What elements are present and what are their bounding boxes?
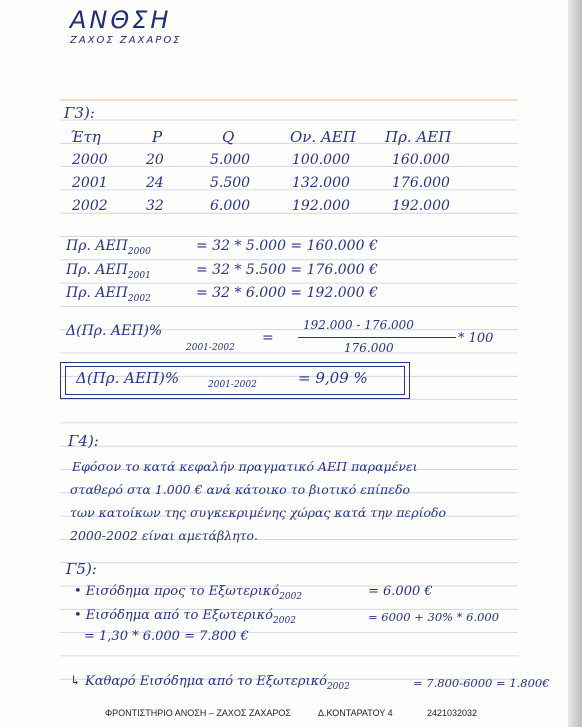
table-header-price: P	[152, 128, 163, 146]
q4-text-line: σταθερό στα 1.000 € ανά κάτοικο το βιοτικό επίπεδο	[70, 482, 411, 497]
q4-text-line: 2000-2002 είναι αμετάβλητο.	[70, 528, 259, 543]
table-header-year: Έτη	[70, 128, 101, 146]
q5-rhs: = 7.800-6000 = 1.800€	[413, 676, 550, 690]
table-header-nominal-gdp: Ον. ΑΕΠ	[290, 128, 356, 146]
q5-rhs: = 6000 + 30% * 6.000	[368, 610, 500, 624]
result-lhs: Δ(Πρ. ΑΕΠ)%	[76, 369, 180, 387]
q5-text: • Εισόδημα από το Εξωτερικό	[74, 608, 274, 623]
calc-lhs: Πρ. ΑΕΠ	[66, 238, 128, 254]
delta-lhs: Δ(Πρ. ΑΕΠ)%	[66, 323, 163, 339]
table-cell: 132.000	[292, 175, 350, 191]
table-cell: 160.000	[392, 152, 450, 168]
calc-rhs: = 32 * 5.500 = 176.000 €	[196, 262, 378, 278]
table-cell: 5.000	[210, 152, 251, 168]
table-cell: 32	[146, 198, 164, 214]
delta-sub: 2001-2002	[186, 343, 235, 353]
q5-line-1	[74, 584, 302, 602]
calc-lhs: Πρ. ΑΕΠ	[66, 285, 128, 301]
calc-lhs: Πρ. ΑΕΠ	[66, 262, 128, 278]
calc-sub: 2002	[127, 294, 151, 304]
q3-label: Γ3):	[64, 104, 95, 122]
q5-line-3: = 1,30 * 6.000 = 7.800 €	[84, 629, 249, 644]
table-cell: 24	[146, 175, 164, 191]
calc-rhs: = 32 * 5.000 = 160.000 €	[196, 238, 378, 254]
logo-title: ΑΝΘΣΗ	[70, 6, 172, 34]
calc-sub: 2000	[127, 247, 151, 257]
footer-address: Δ.ΚΟΝΤΑΡΑΤΟΥ 4	[318, 708, 393, 718]
q5-sub: 2002	[279, 592, 303, 602]
calc-sub: 2001	[127, 271, 151, 281]
table-header-quantity: Q	[222, 128, 235, 146]
table-cell: 20	[146, 152, 164, 168]
table-cell: 192.000	[292, 198, 350, 214]
logo-subtitle: ΖΑΧΟΣ ΖΑΧΑΡΟΣ	[70, 35, 182, 46]
fraction-times: * 100	[458, 331, 494, 346]
q4-label: Γ4):	[68, 432, 99, 450]
result-rhs: = 9,09 %	[298, 369, 368, 387]
q5-line-4	[70, 674, 350, 692]
footer-school-name: ΦΡΟΝΤΙΣΤΗΡΙΟ ΑΝΟΣΗ – ΖΑΧΟΣ ΖΑΧΑΡΟΣ	[105, 708, 291, 718]
table-cell: 6.000	[210, 198, 251, 214]
calc-line-2000	[66, 238, 151, 257]
calc-rhs: = 32 * 6.000 = 192.000 €	[196, 285, 378, 301]
table-cell: 176.000	[392, 175, 450, 191]
table-cell: 2002	[72, 198, 108, 214]
fraction-bar	[298, 337, 456, 338]
q5-rhs: = 6.000 €	[368, 584, 433, 599]
q4-text-line: Εφόσον το κατά κεφαλήν πραγματικό ΑΕΠ παραμένει	[72, 459, 418, 474]
table-cell: 5.500	[210, 175, 251, 191]
fraction-denominator: 176.000	[344, 341, 394, 355]
q5-line-2	[74, 608, 296, 626]
q5-text: • Εισόδημα προς το Εξωτερικό	[74, 584, 280, 599]
q5-sub: 2002	[326, 682, 350, 692]
q4-text-line: των κατοίκων της συγκεκριμένης χώρας κατά την περίοδο	[70, 505, 447, 520]
q5-text: ↳ Καθαρό Εισόδημα από το Εξωτερικό	[70, 674, 327, 689]
scan-edge-shadow	[568, 0, 582, 727]
table-cell: 2000	[72, 152, 108, 168]
table-cell: 2001	[72, 175, 108, 191]
fraction-numerator: 192.000 - 176.000	[303, 318, 414, 332]
table-cell: 192.000	[392, 198, 450, 214]
q5-sub: 2002	[273, 616, 296, 626]
result-sub: 2001-2002	[208, 380, 257, 390]
calc-line-2002	[66, 285, 151, 304]
table-header-real-gdp: Πρ. ΑΕΠ	[385, 128, 452, 146]
q5-label: Γ5):	[66, 560, 97, 578]
calc-line-2001	[66, 262, 151, 281]
table-cell: 100.000	[292, 152, 350, 168]
delta-eq: =	[262, 330, 274, 346]
footer-phone: 2421032032	[427, 708, 478, 718]
